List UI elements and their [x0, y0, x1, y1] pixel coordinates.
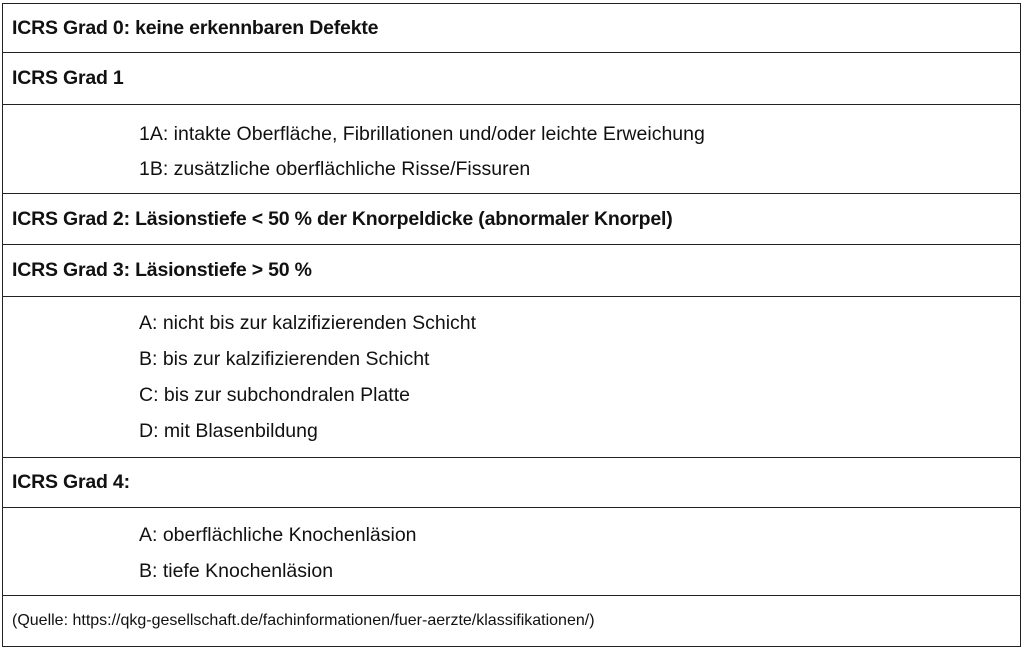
grade-1-heading	[3, 53, 1020, 105]
grade-4a-text: A: oberflächliche Knochenläsion	[139, 524, 417, 546]
grade-3-subgrades	[3, 297, 1020, 458]
icrs-classification-table	[2, 3, 1021, 647]
grade-4-heading	[3, 458, 1020, 508]
grade-1-heading-text: ICRS Grad 1	[12, 67, 124, 89]
grade-2-heading	[3, 194, 1020, 245]
grade-0-heading-text: ICRS Grad 0: keine erkennbaren Defekte	[12, 16, 379, 39]
grade-4-subgrades	[3, 508, 1020, 596]
grade-1-subgrades	[3, 105, 1020, 194]
source-citation: (Quelle: https://qkg-gesellschaft.de/fachinformationen/fuer-aerzte/klassifikationen/)	[12, 612, 595, 629]
grade-4b-text: B: tiefe Knochenläsion	[139, 560, 334, 582]
grade-1b-text: 1B: zusätzliche oberflächliche Risse/Fissuren	[139, 158, 531, 180]
grade-3-heading	[3, 245, 1020, 297]
grade-3a-text: A: nicht bis zur kalzifizierenden Schicht	[139, 312, 477, 334]
grade-3b-text: B: bis zur kalzifizierenden Schicht	[139, 348, 430, 370]
grade-0-heading	[3, 4, 1020, 53]
grade-2-heading-text: ICRS Grad 2: Läsionstiefe < 50 % der Knorpeldicke (abnormaler Knorpel)	[12, 207, 673, 230]
source-row	[3, 596, 1020, 646]
grade-3d-text: D: mit Blasenbildung	[139, 420, 318, 442]
grade-3-heading-text: ICRS Grad 3: Läsionstiefe > 50 %	[12, 259, 312, 281]
grade-1a-text: 1A: intakte Oberfläche, Fibrillationen und/oder leichte Erweichung	[139, 123, 705, 145]
grade-4-heading-text: ICRS Grad 4:	[12, 471, 130, 493]
grade-3c-text: C: bis zur subchondralen Platte	[139, 384, 410, 406]
